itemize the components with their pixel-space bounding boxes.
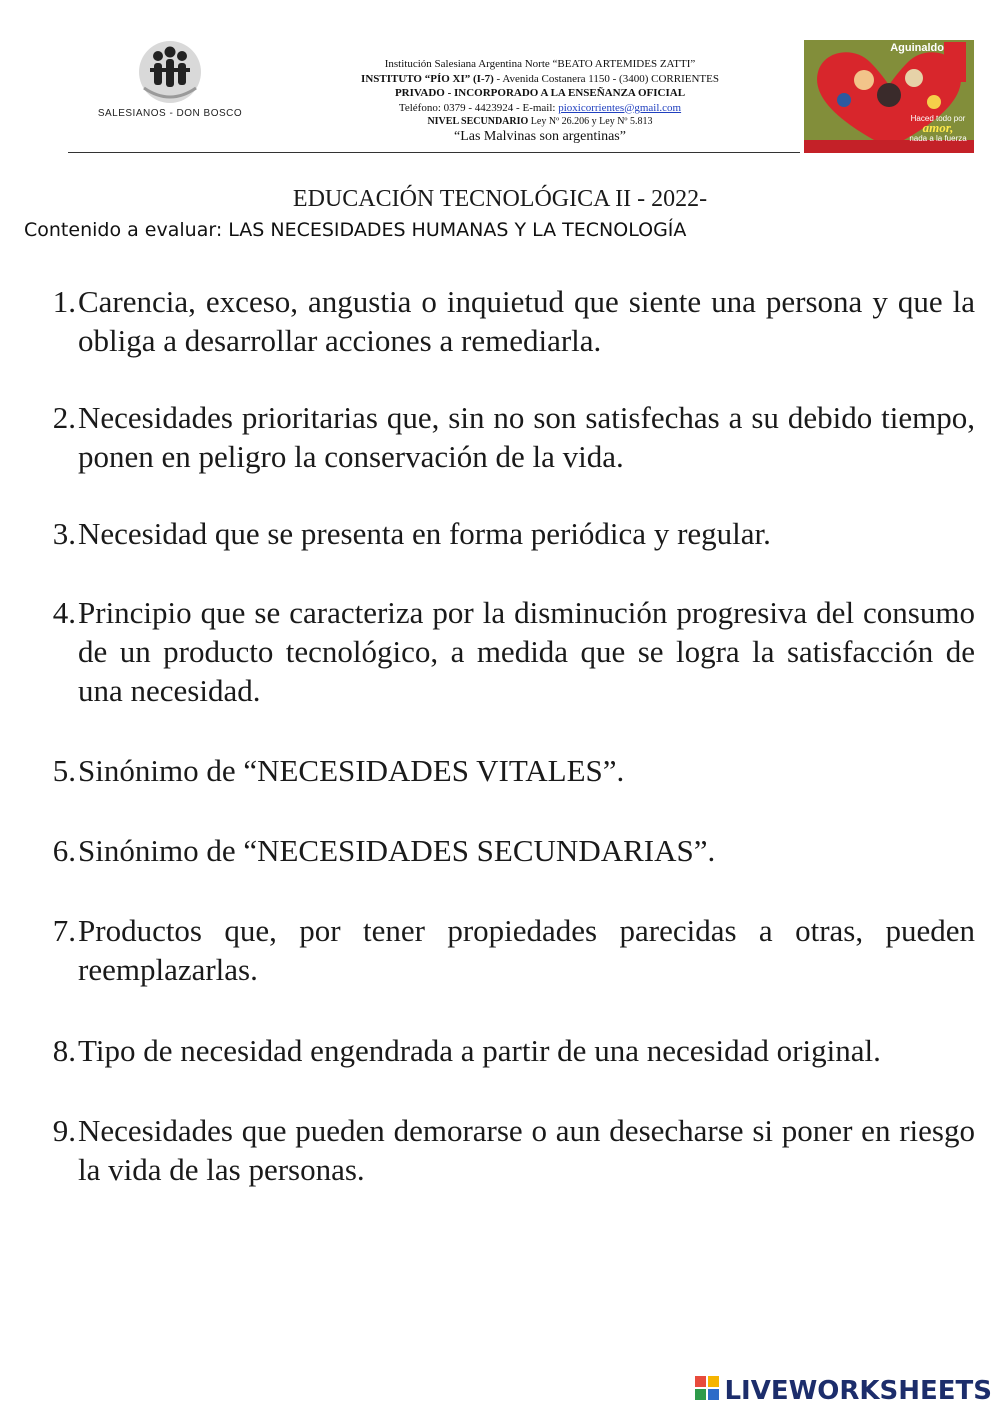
question-number: 5.: [52, 753, 76, 788]
institute-address: - Avenida Costanera 1150 - (3400) CORRIENTES: [493, 72, 719, 85]
question-item: [40, 751, 975, 790]
institution-motto: “Las Malvinas son argentinas”: [454, 128, 626, 144]
question-number: 9.: [52, 1113, 76, 1148]
level-label: NIVEL SECUNDARIO: [427, 116, 529, 127]
question-item: [40, 514, 975, 553]
question-number: 8.: [52, 1033, 76, 1068]
institution-block: [300, 57, 780, 144]
question-item: [40, 1111, 975, 1189]
question-item: [40, 831, 975, 870]
question-item: [40, 593, 975, 710]
question-item: [40, 282, 975, 360]
question-text: Sinónimo de “NECESIDADES SECUNDARIAS”.: [78, 833, 716, 868]
institution-line-1: Institución Salesiana Argentina Norte “BEATO ARTEMIDES ZATTI”: [384, 58, 696, 70]
question-item: [40, 398, 975, 476]
question-text: Necesidades prioritarias que, sin no son satisfechas a su debido tiempo, ponen en peligro la conservación de la vida.: [78, 400, 975, 474]
aguinaldo-slogan-word: amor,: [922, 120, 954, 135]
question-item: [40, 1031, 975, 1070]
email-link[interactable]: pioxicorrientes@gmail.com: [558, 101, 682, 114]
question-text: Necesidades que pueden demorarse o aun desecharse si poner en riesgo la vida de las personas.: [78, 1113, 975, 1187]
question-number: 7.: [52, 913, 76, 948]
institute-name: INSTITUTO “PÍO XI” (I-7): [361, 72, 494, 85]
aguinaldo-slogan-pre: Haced todo por: [910, 114, 966, 123]
aguinaldo-slogan-post: nada a la fuerza: [909, 134, 967, 143]
question-text: Carencia, exceso, angustia o inquietud que siente una persona y que la obliga a desarrollar acciones a remediarla.: [78, 284, 975, 358]
question-number: 1.: [52, 284, 76, 319]
salesianos-logo-text: SALESIANOS - DON BOSCO: [97, 108, 243, 119]
liveworksheets-brand: LIVEWORKSHEETS: [724, 1376, 992, 1406]
aguinaldo-slogan: [906, 114, 970, 143]
institution-line-5: [300, 115, 780, 130]
header-divider: [68, 152, 800, 153]
liveworksheets-logo-icon: [694, 1375, 720, 1408]
liveworksheets-watermark[interactable]: [694, 1374, 992, 1408]
aguinaldo-title: Aguinaldo: [890, 42, 944, 54]
document-header: [0, 0, 1000, 160]
question-list: [40, 282, 975, 1189]
question-text: Principio que se caracteriza por la disminución progresiva del consumo de un producto tecnológico, a medida que se logra la satisfacción de una necesidad.: [78, 595, 975, 708]
institution-line-2: [300, 72, 780, 87]
phone-text: Teléfono: 0379 - 4423924 - E-mail:: [398, 101, 559, 114]
question-item: [40, 911, 975, 989]
content-to-evaluate: Contenido a evaluar: LAS NECESIDADES HUMANAS Y LA TECNOLOGÍA: [24, 219, 687, 241]
page-title: EDUCACIÓN TECNOLÓGICA II - 2022-: [292, 186, 708, 212]
institution-line-3: PRIVADO - INCORPORADO A LA ENSEÑANZA OFICIAL: [394, 87, 686, 99]
salesianos-logo: [95, 40, 245, 140]
question-text: Necesidad que se presenta en forma periódica y regular.: [78, 516, 771, 551]
question-text: Productos que, por tener propiedades parecidas a otras, pueden reemplazarlas.: [78, 913, 975, 987]
level-laws: Ley Nº 26.206 y Ley Nº 5.813: [528, 116, 653, 127]
salesian-family-icon: [138, 40, 202, 104]
question-number: 3.: [52, 516, 76, 551]
aguinaldo-image: [804, 40, 974, 153]
question-text: Sinónimo de “NECESIDADES VITALES”.: [78, 753, 625, 788]
question-number: 2.: [52, 400, 76, 435]
institution-line-4: [300, 101, 780, 116]
question-number: 4.: [52, 595, 76, 630]
question-text: Tipo de necesidad engendrada a partir de una necesidad original.: [78, 1033, 881, 1068]
question-number: 6.: [52, 833, 76, 868]
